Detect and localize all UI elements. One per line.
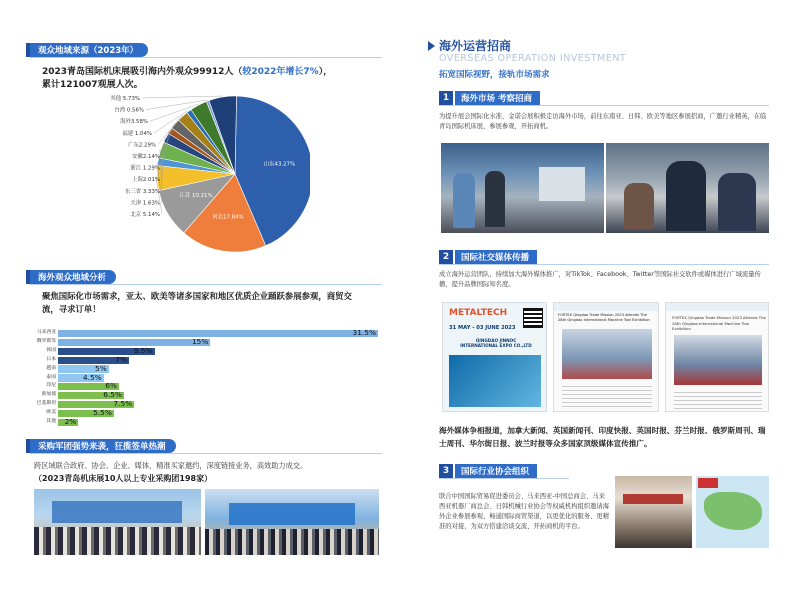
qr-code-icon — [523, 308, 543, 328]
divider — [439, 264, 769, 265]
pie-leader-13 — [142, 96, 222, 98]
bar-category-label: 日本 — [46, 356, 56, 362]
bar-category-label: 巴基斯坦 — [36, 401, 56, 407]
section-tag-overseas-audience: 海外观众地域分析 — [30, 270, 116, 284]
headline-growth: 较2022年增长7% — [242, 67, 319, 77]
media-coverage-text: 海外媒体争相报道，加拿大新闻、英国新闻刊、印度快报、英国时报、芬兰时报、俄罗斯周刊、瑞士周刊、华尔街日报、波兰时报等众多国家顶级媒体宣传推广。 — [439, 426, 766, 448]
headline-part: ）， — [318, 67, 333, 77]
pie-label-13: 其他 5.73% — [110, 96, 140, 102]
bar-category-label: 印尼 — [46, 383, 56, 389]
bar-value-label: 7.5% — [113, 399, 133, 409]
poster-venue: QINGDAO JINNOC INTERNATIONAL EXPO CO.,LTD — [460, 338, 532, 348]
bar-category-label: 新加坡 — [41, 392, 56, 398]
media-news-2 — [665, 302, 769, 412]
item-2-text: 成立海外运营团队，持续加大海外媒体推广，对TikTok、Facebook、Twitter等国际社交软件或媒体进行广域流量传播，提升品牌国际知名度。 — [439, 271, 761, 288]
buyer-groups-count: （2023青岛机床展10人以上专业采购团198家） — [34, 474, 213, 483]
bar-value-label: 5% — [95, 363, 107, 373]
item-number: 1 — [439, 91, 453, 105]
page-subtitle: OVERSEAS OPERATION INVESTMENT — [439, 53, 627, 64]
pie-label-6: 上海2.01% — [132, 177, 160, 184]
section-tag-audience-source: 观众地域来源（2023年） — [30, 43, 148, 57]
pie-label-10: 福建 1.04% — [122, 130, 152, 137]
news-2-title: FORTEX Qingdao Trade Mission 2023 Attends The 28th Qingdao International Machine Tool Exhibition — [672, 315, 766, 331]
divider — [30, 57, 382, 58]
pie-label-5: 东三省 3.33% — [124, 188, 160, 195]
news-1-title: FORTEX Qingdao Trade Mission 2023 Attends The 28th Qingdao International Machine Tool Exhibition — [558, 313, 650, 322]
item-heading: 国际行业协会组织 — [455, 464, 537, 478]
bar-category-label: 其他 — [46, 419, 56, 424]
headline — [42, 66, 372, 92]
divider — [30, 284, 382, 285]
media-news-1 — [553, 302, 659, 412]
overseas-text: 聚焦国际化市场需求，亚太、欧美等诸多国家和地区优质企业踊跃参展参观，商贸交流，寻求订单！ — [42, 291, 352, 314]
pie-label-7: 浙江 1.29% — [130, 165, 160, 172]
bar-category-label: 马来西亚 — [36, 330, 56, 335]
poster-date: 31 MAY - 03 JUNE 2023 — [449, 325, 516, 331]
page-tagline: 拓宽国际视野，接轨市场需求 — [439, 70, 550, 80]
pie-label-4: 天津 1.63% — [130, 200, 160, 207]
bar-value-label: 5.5% — [93, 408, 112, 418]
headline-part: 2023青岛国际机床展吸引海内外观众99912人（ — [42, 67, 243, 77]
divider — [439, 105, 769, 106]
bar-category-label: 欧美 — [46, 410, 56, 416]
title-marker-icon — [428, 41, 435, 51]
bar-value-label: 6% — [105, 381, 117, 391]
association-photo-1 — [615, 476, 692, 548]
bar-value-label: 31.5% — [352, 328, 376, 337]
pie-label-1: 河北17.84% — [212, 214, 244, 221]
bar-value-label: 9.5% — [133, 345, 153, 355]
bar-value-label: 4.5% — [82, 372, 102, 382]
pie-label-2: 江苏 10.21% — [179, 193, 213, 200]
bar-category-label: 越南 — [46, 365, 56, 371]
exhibition-photo-2 — [606, 143, 769, 233]
divider — [30, 453, 382, 454]
headline-part: 累计121007观展人次。 — [42, 80, 143, 90]
poster-brand: METALTECH — [449, 308, 508, 318]
item-heading: 国际社交媒体传播 — [455, 250, 537, 264]
bar-category-label: 韩国 — [46, 347, 56, 353]
item-3-text: 联合中国国际贸易促进委员会、马来西亚-中国总商会、马来西亚机器厂商总会、日韩机械行业协会等权威机构组织邀请海外企业参展参观，畅通国际商贸渠道，以更优化的服务、更精准的对接，为双方搭建洽谈交流、开拓商机的平台。 — [439, 493, 610, 530]
buyer-group-photo-1 — [34, 489, 201, 555]
pie-label-12: 台湾 0.56% — [114, 107, 144, 114]
pie-label-9: 广东2.29% — [128, 142, 156, 149]
bar-value-label: 6.5% — [103, 390, 123, 400]
item-number: 2 — [439, 250, 453, 264]
item-heading: 海外市场 考察招商 — [455, 91, 540, 105]
buyer-group-photo-2 — [205, 489, 379, 555]
buyer-groups-text: 跨区域联合政府、协会、企业、媒体，精准买家邀约，深度链接业务，高效助力成交。 — [34, 461, 308, 470]
exhibition-photo-1 — [441, 143, 604, 233]
divider — [439, 478, 569, 479]
bar-value-label: 15% — [191, 336, 209, 346]
pie-label-3: 北京 5.14% — [130, 212, 160, 218]
bar-category-label: 俄罗斯等 — [36, 338, 56, 344]
bar-value-label: 2% — [64, 417, 77, 426]
page-title: 海外运营招商 — [439, 39, 512, 53]
association-map-photo — [696, 476, 769, 548]
section-tag-buyer-groups: 采购军团强势来袭，狂揽签单热潮 — [30, 439, 176, 453]
media-poster — [442, 302, 547, 412]
item-number: 3 — [439, 464, 453, 478]
pie-label-11: 海外3.58% — [120, 119, 148, 126]
item-1-text: 为提升展会国际化水准，金诺会展积极走访海外市场，前往东南亚、日韩、欧美等地区参展招商，广邀行业精英，在临青岛国际机床展，参展参观，开拓商机。 — [439, 113, 767, 130]
audience-source-pie-chart — [30, 92, 310, 267]
overseas-bar-chart — [30, 329, 378, 425]
bar — [58, 330, 378, 337]
bar-value-label: 7% — [115, 354, 128, 364]
pie-label-8: 安徽2.14% — [132, 154, 160, 160]
bar-category-label: 泰国 — [46, 374, 56, 380]
pie-label-0: 山东43.27% — [263, 161, 296, 168]
